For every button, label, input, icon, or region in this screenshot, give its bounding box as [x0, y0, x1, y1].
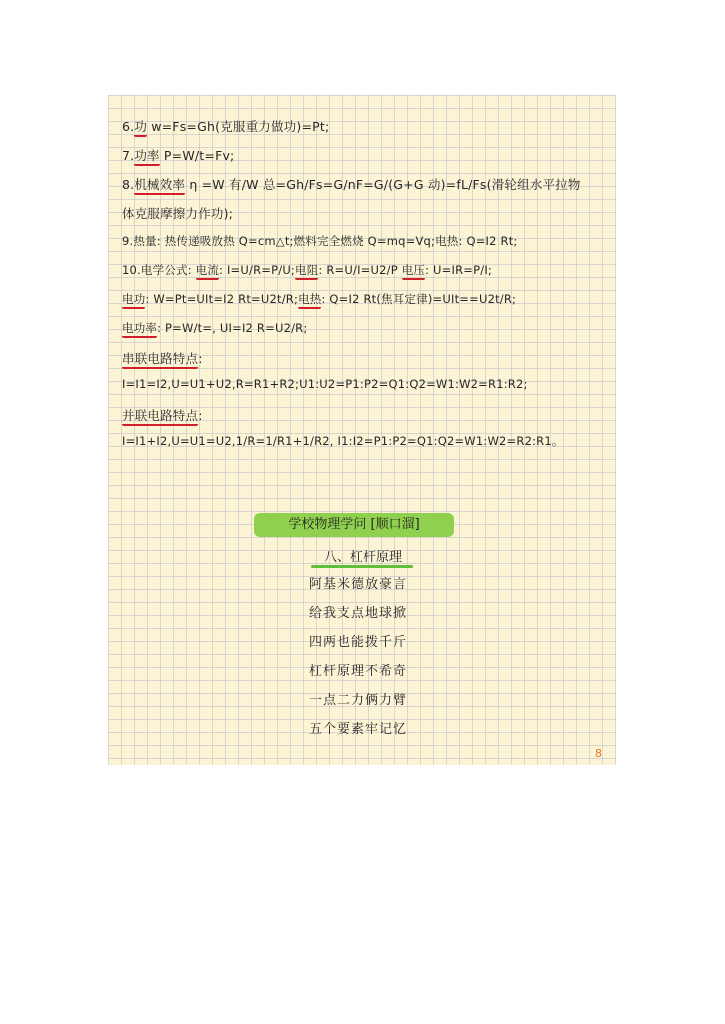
line-number: 10.电学公式:: [122, 263, 196, 277]
parallel-circuit-formula: [122, 433, 608, 449]
poem-title: 学校物理学问 [顺口溜]: [254, 513, 454, 537]
formula-text: I=I1=I2,U=U1+U2,R=R1+R2;U1:U2=P1:P2=Q1:Q2=W1:W2=R1:R2;: [122, 377, 528, 391]
line-number: 8.: [122, 177, 135, 192]
poem-line: 杠杆原理不希奇: [308, 664, 407, 679]
keyword-electric-heat: 电热: [298, 292, 321, 309]
series-circuit-formula: [122, 377, 608, 391]
page-number: 8: [595, 747, 602, 760]
formula-electric: [122, 262, 608, 278]
formula-text: 体克服摩擦力作功);: [122, 206, 234, 221]
formula-heat: [122, 233, 608, 249]
formula-text: : P=W/t=, UI=I2 R=U2/R;: [157, 321, 308, 335]
formula-text: : R=U/I=U2/P: [318, 263, 402, 277]
formula-electric-power: [122, 320, 608, 336]
keyword: 电功率: [122, 321, 157, 338]
poem-line: 四两也能拨千斤: [308, 635, 407, 650]
formula-power: [122, 146, 608, 164]
poem-line: 给我支点地球掀: [308, 606, 407, 621]
keyword: 功: [134, 119, 147, 137]
keyword-current: 电流: [196, 263, 219, 280]
parallel-circuit-heading: [122, 406, 608, 424]
keyword-voltage: 电压: [402, 263, 425, 280]
poem-subtitle: 八、杠杆原理: [323, 550, 402, 565]
formula-text: : Q=I2 Rt(焦耳定律)=UIt==U2t/R;: [321, 292, 517, 306]
formula-text: :: [198, 351, 203, 366]
formula-text: η =W 有/W 总=Gh/Fs=G/nF=G/(G+G 动)=fL/Fs(滑轮组水平拉物: [185, 177, 581, 192]
formula-efficiency-cont: [122, 204, 608, 222]
formula-efficiency: [122, 175, 608, 193]
formula-text: P=W/t=Fv;: [159, 148, 235, 163]
line-number: 6.: [122, 119, 135, 134]
keyword-electric-work: 电功: [122, 292, 145, 309]
keyword-resistance: 电阻: [295, 263, 318, 280]
formula-text: w=Fs=Gh(克服重力做功)=Pt;: [147, 119, 330, 134]
formula-text: :: [198, 408, 203, 423]
keyword: 串联电路特点: [122, 351, 198, 369]
series-circuit-heading: [122, 349, 608, 367]
formula-text: 9.热量: 热传递吸放热 Q=cm△t;燃料完全燃烧 Q=mq=Vq;电热: Q=I2 Rt;: [122, 234, 518, 248]
keyword: 并联电路特点: [122, 408, 198, 426]
keyword: 功率: [134, 148, 159, 166]
formula-text: : U=IR=P/I;: [425, 263, 492, 277]
poem-line: 一点二力俩力臂: [308, 693, 407, 708]
formula-work: [122, 117, 608, 135]
poem-line: 阿基米德放豪言: [308, 577, 407, 592]
notebook-page: [108, 95, 616, 765]
formula-text: I=I1+I2,U=U1=U2,1/R=1/R1+1/R2, I1:I2=P1:P2=Q1:Q2=W1:W2=R2:R1。: [122, 434, 564, 448]
formula-electric-work: [122, 291, 608, 307]
formula-text: : W=Pt=UIt=I2 Rt=U2t/R;: [145, 292, 299, 306]
poem-line: 五个要素牢记忆: [308, 722, 407, 737]
keyword: 机械效率: [134, 177, 185, 195]
formula-text: : I=U/R=P/U;: [219, 263, 296, 277]
line-number: 7.: [122, 148, 135, 163]
subtitle-underline: [311, 565, 413, 568]
